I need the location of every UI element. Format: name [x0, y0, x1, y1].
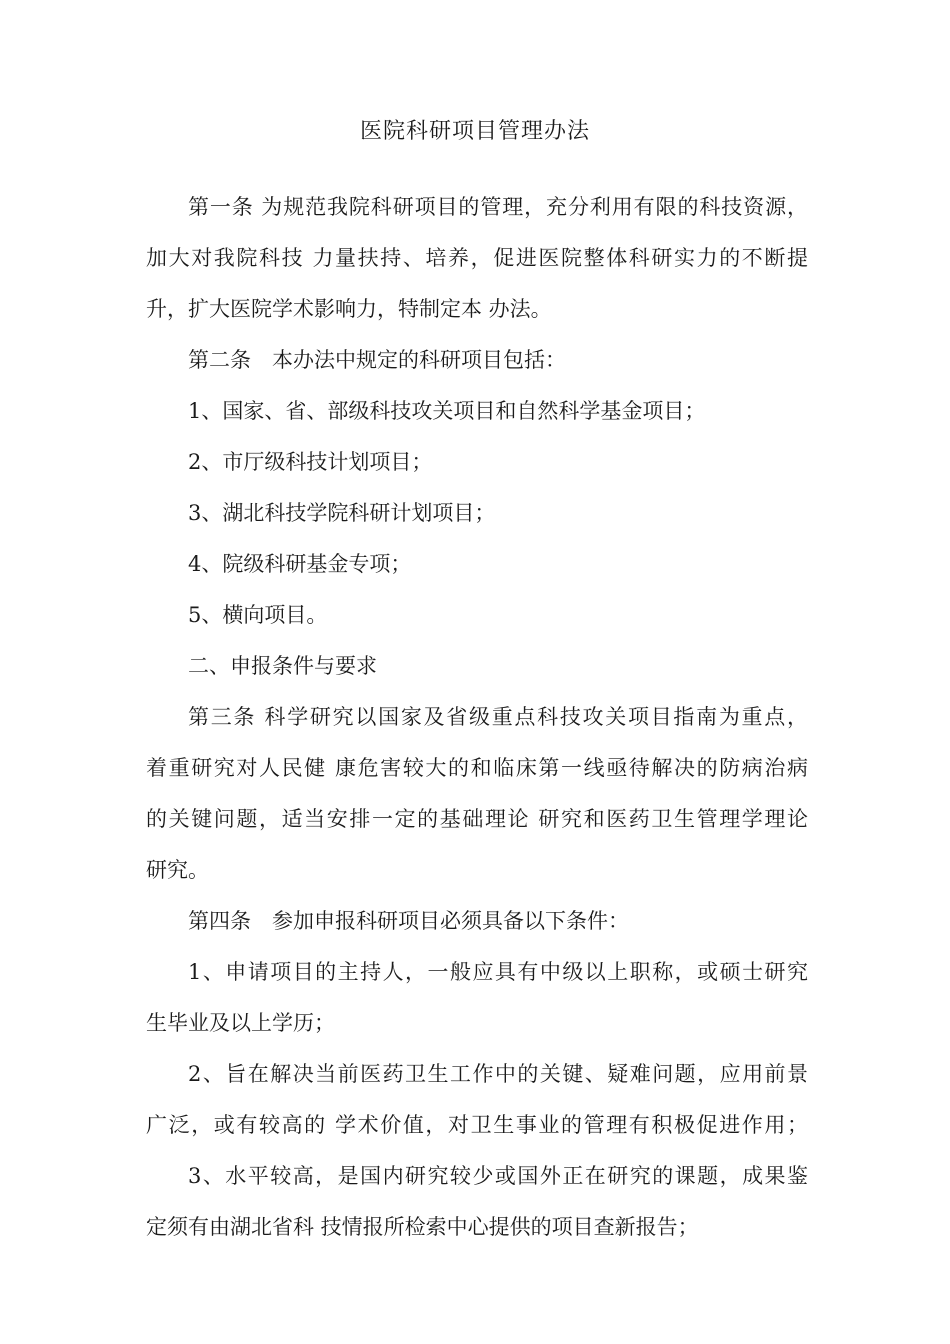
text-line: 第三条 科学研究以国家及省级重点科技攻关项目指南为重点，: [188, 705, 808, 729]
text-line: 2、旨在解决当前医药卫生工作中的关键、疑难问题，应用前景: [188, 1062, 808, 1086]
text-line: 研究。: [146, 858, 209, 882]
text-line: 着重研究对人民健 康危害较大的和临床第一线亟待解决的防病治病: [146, 756, 808, 780]
text-line: 第四条 参加申报科研项目必须具备以下条件：: [188, 909, 629, 933]
text-line: 3、水平较高，是国内研究较少或国外正在研究的课题，成果鉴: [188, 1164, 808, 1188]
text-line: 生毕业及以上学历；: [146, 1011, 335, 1035]
text-line: 1、国家、省、部级科技攻关项目和自然科学基金项目；: [188, 399, 706, 423]
text-line: 升，扩大医院学术影响力，特制定本 办法。: [146, 297, 552, 321]
text-line: 3、湖北科技学院科研计划项目；: [188, 501, 496, 525]
text-line: 加大对我院科技 力量扶持、培养，促进医院整体科研实力的不断提: [146, 246, 808, 270]
document-body: [146, 190, 808, 1261]
text-line: 1、申请项目的主持人，一般应具有中级以上职称，或硕士研究: [188, 960, 808, 984]
text-line: 定须有由湖北省科 技情报所检索中心提供的项目查新报告；: [146, 1215, 699, 1239]
document-title: 医院科研项目管理办法: [359, 119, 590, 144]
text-line: 的关键问题，适当安排一定的基础理论 研究和医药卫生管理学理论: [146, 807, 808, 831]
text-line: 广泛，或有较高的 学术价值，对卫生事业的管理有积极促进作用；: [146, 1113, 808, 1137]
text-line: 5、横向项目。: [188, 603, 328, 627]
text-line: 4、院级科研基金专项；: [188, 552, 412, 576]
text-line: 第一条 为规范我院科研项目的管理，充分利用有限的科技资源，: [188, 195, 808, 219]
text-line: 2、市厅级科技计划项目；: [188, 450, 433, 474]
text-line: 第二条 本办法中规定的科研项目包括：: [188, 348, 566, 372]
section-heading: 二、申报条件与要求: [188, 654, 377, 678]
